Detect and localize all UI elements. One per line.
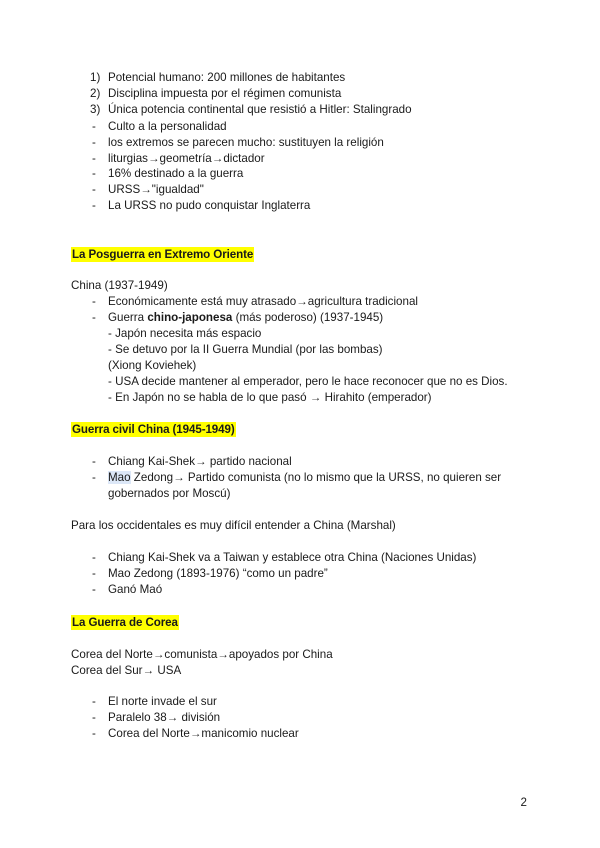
intro-text: China (1937-1949) (71, 279, 168, 292)
dash-marker: - (92, 583, 96, 596)
dash-marker: - (92, 199, 96, 212)
section-heading: Guerra civil China (1945-1949) (72, 423, 235, 436)
item-text-rest: Zedong→ Partido comunista (no lo mismo que la URSS, no quieren ser (130, 471, 502, 484)
paragraph-text: Corea del Sur→ USA (71, 664, 182, 677)
dash-marker: - (92, 120, 96, 133)
dash-marker: - (92, 183, 96, 196)
paragraph-text: Para los occidentales es muy difícil entender a China (Marshal) (71, 519, 396, 532)
item-text: Chiang Kai-Shek→ partido nacional (108, 455, 292, 468)
item-text-post: (más poderoso) (1937-1945) (232, 311, 384, 324)
item-text: Corea del Norte→manicomio nuclear (108, 727, 299, 740)
item-text: los extremos se parecen mucho: sustituyen la religión (108, 136, 384, 149)
item-text: Económicamente está muy atrasado→agricultura tradicional (108, 295, 418, 308)
dash-marker: - (92, 152, 96, 165)
dash-marker: - (92, 711, 96, 724)
highlighted-word: Mao (108, 471, 131, 484)
item-text: gobernados por Moscú) (108, 487, 231, 500)
item-number: 3) (90, 103, 101, 116)
item-text-bold: chino-japonesa (147, 311, 233, 324)
item-text: URSS→"igualdad" (108, 183, 204, 196)
item-text (108, 470, 501, 486)
item-text-pre: Guerra (108, 311, 148, 324)
item-text: El norte invade el sur (108, 695, 217, 708)
sub-item-text: - Japón necesita más espacio (108, 327, 262, 340)
sub-item-text: - En Japón no se habla de lo que pasó → Hirahito (emperador) (108, 391, 432, 404)
item-number: 1) (90, 71, 101, 84)
paragraph-text: Corea del Norte→comunista→apoyados por China (71, 648, 333, 661)
item-text: Potencial humano: 200 millones de habitantes (108, 71, 346, 84)
dash-marker: - (92, 727, 96, 740)
dash-marker: - (92, 167, 96, 180)
dash-marker: - (92, 551, 96, 564)
item-text: La URSS no pudo conquistar Inglaterra (108, 199, 311, 212)
item-text (108, 310, 383, 326)
section-heading: La Guerra de Corea (72, 616, 178, 629)
dash-marker: - (92, 295, 96, 308)
item-text: Ganó Maó (108, 583, 163, 596)
sub-item-text: - Se detuvo por la II Guerra Mundial (por las bombas) (108, 343, 383, 356)
page-number: 2 (520, 796, 527, 809)
sub-item-text: - USA decide mantener al emperador, pero le hace reconocer que no es Dios. (108, 375, 508, 388)
dash-marker: - (92, 455, 96, 468)
dash-marker: - (92, 471, 96, 484)
item-text: Chiang Kai-Shek va a Taiwan y establece otra China (Naciones Unidas) (108, 551, 477, 564)
item-text: Disciplina impuesta por el régimen comunista (108, 87, 342, 100)
item-text: Única potencia continental que resistió a Hitler: Stalingrado (108, 103, 412, 116)
sub-item-text: (Xiong Koviehek) (108, 359, 197, 372)
item-text: Mao Zedong (1893-1976) “como un padre” (108, 567, 328, 580)
dash-marker: - (92, 311, 96, 324)
item-text: Paralelo 38→ división (108, 711, 221, 724)
item-text: 16% destinado a la guerra (108, 167, 244, 180)
dash-marker: - (92, 567, 96, 580)
item-text: liturgias→geometría→dictador (108, 152, 265, 165)
section-heading: La Posguerra en Extremo Oriente (72, 248, 254, 261)
item-text: Culto a la personalidad (108, 120, 227, 133)
dash-marker: - (92, 695, 96, 708)
item-number: 2) (90, 87, 101, 100)
dash-marker: - (92, 136, 96, 149)
